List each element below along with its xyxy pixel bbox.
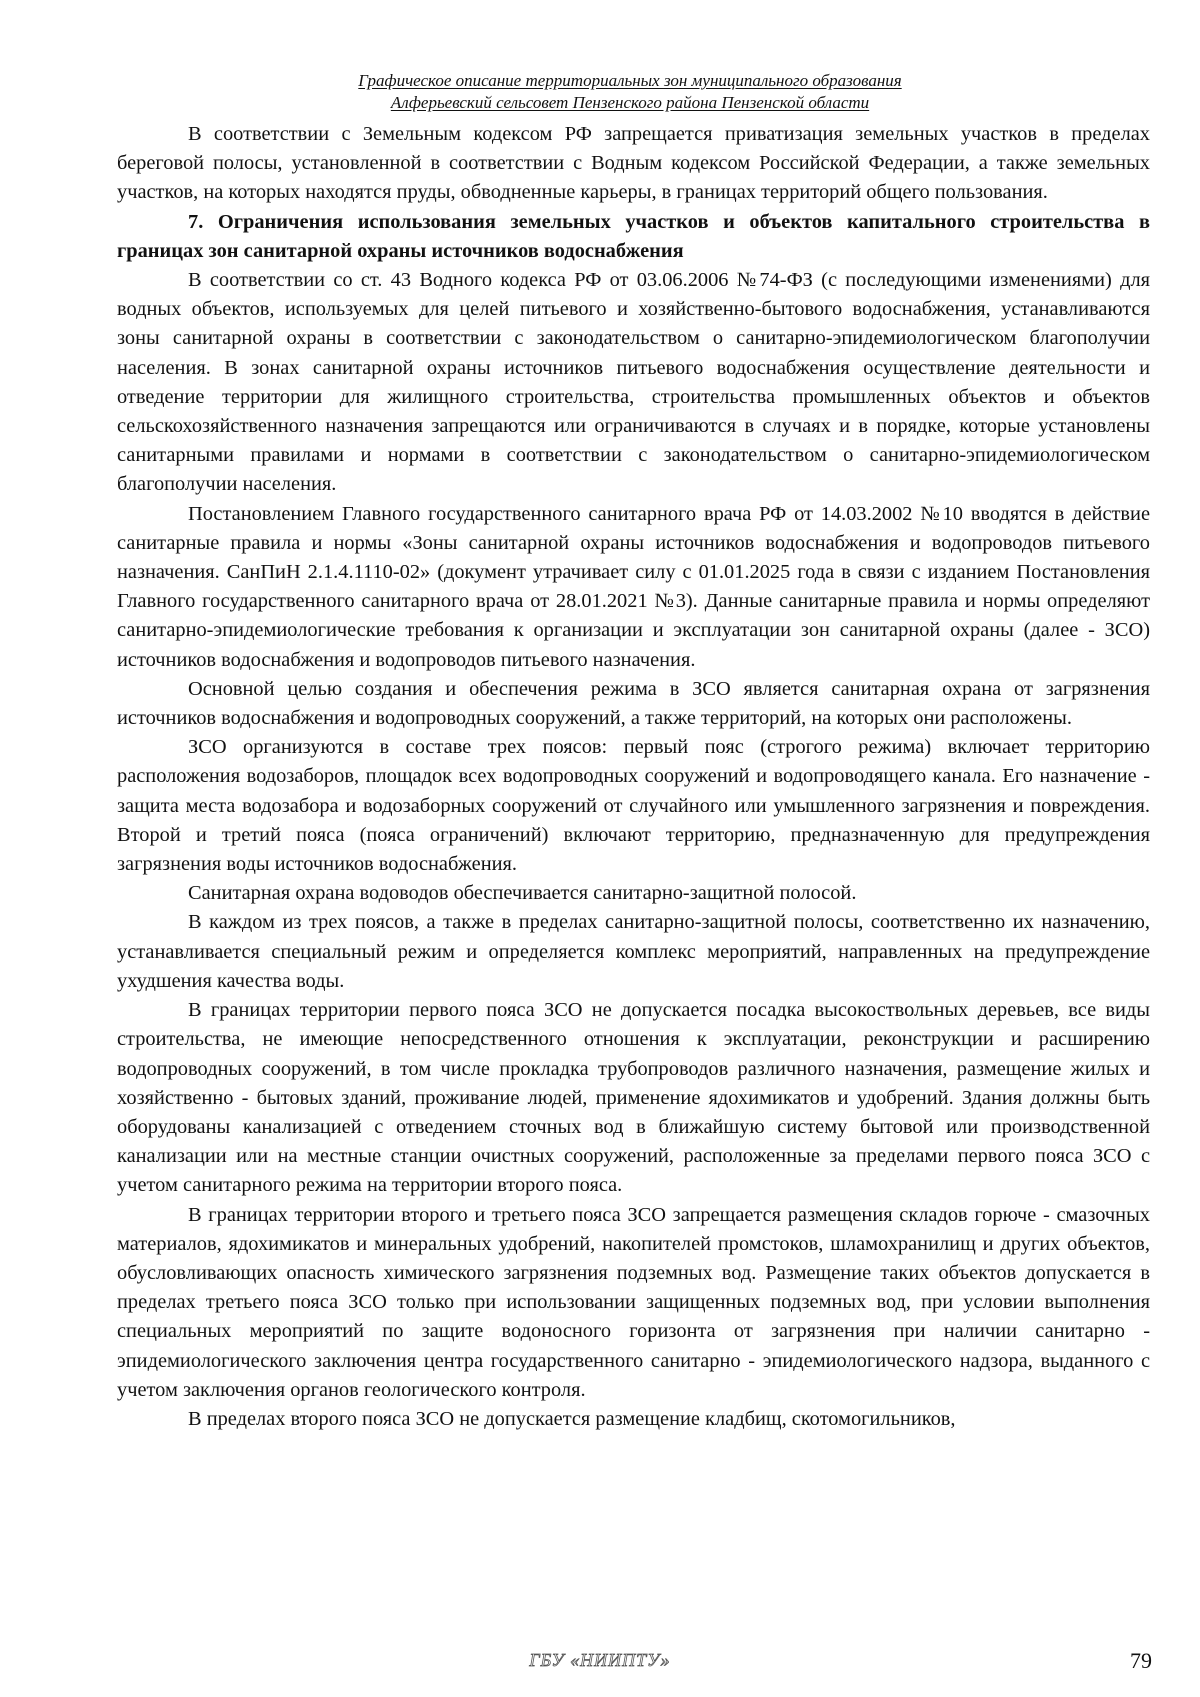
paragraph: ЗСО организуются в составе трех поясов: первый пояс (строгого режима) включает территорию расположения водозаборов, площадок всех водопроводных сооружений и водопроводящего канала. Его назначение - защита места водозабора и водозаборных сооружений от случайного или умышленного загрязнения и повреждения. Второй и третий пояса (пояса ограничений) включают территорию, предназначенную для предупреждения загрязнения воды источников водоснабжения. <box>117 736 1150 876</box>
header-line-2: Алферьевский сельсовет Пензенского района Пензенской области <box>390 93 870 112</box>
paragraph: В пределах второго пояса ЗСО не допускается размещение кладбищ, скотомогильников, <box>188 1407 956 1430</box>
page-header <box>110 70 1150 114</box>
paragraph: Санитарная охрана водоводов обеспечивается санитарно-защитной полосой. <box>188 882 857 905</box>
section-heading: 7. Ограничения использования земельных участков и объектов капитального строительства в границах зон санитарной охраны источников водоснабжения <box>117 210 1150 262</box>
footer-organization: ГБУ «НИИПТУ» <box>529 1650 671 1670</box>
page-number: 79 <box>1130 1648 1152 1673</box>
page-footer <box>0 1648 1200 1678</box>
paragraph: Основной целью создания и обеспечения режима в ЗСО является санитарная охрана от загрязнения источников водоснабжения и водопроводных сооружений, а также территорий, на которых они расположены. <box>117 677 1150 730</box>
paragraph: В соответствии со ст. 43 Водного кодекса РФ от 03.06.2006 №74-ФЗ (с последующими изменениями) для водных объектов, используемых для целей питьевого и хозяйственно-бытового водоснабжения, устанавливаются зоны санитарной охраны в соответствии с законодательством о санитарно-эпидемиологическом благополучии населения. В зонах санитарной охраны источников питьевого водоснабжения осуществление деятельности и отведение территории для жилищного строительства, строительства промышленных объектов и объектов сельскохозяйственного назначения запрещаются или ограничиваются в случаях и в порядке, которые установлены санитарными правилами и нормами в соответствии с законодательством о санитарно-эпидемиологическом благополучии населения. <box>117 269 1150 496</box>
paragraph: В границах территории первого пояса ЗСО не допускается посадка высокоствольных деревьев, все виды строительства, не имеющие непосредственного отношения к эксплуатации, реконструкции и расширению водопроводных сооружений, в том числе прокладка трубопроводов различного назначения, размещение жилых и хозяйственно - бытовых зданий, проживание людей, применение ядохимикатов и удобрений. Здания должны быть оборудованы канализацией с отведением сточных вод в ближайшую систему бытовой или производственной канализации или на местные станции очистных сооружений, расположенные за пределами первого пояса ЗСО с учетом санитарного режима на территории второго пояса. <box>117 999 1150 1197</box>
header-line-1: Графическое описание территориальных зон муниципального образования <box>358 71 902 90</box>
paragraph: В соответствии с Земельным кодексом РФ запрещается приватизация земельных участков в пределах береговой полосы, установленной в соответствии с Водным кодексом Российской Федерации, а также земельных участков, на которых находятся пруды, обводненные карьеры, в границах территорий общего пользования. <box>117 123 1150 204</box>
document-body <box>117 120 1150 1434</box>
paragraph: В каждом из трех поясов, а также в пределах санитарно-защитной полосы, соответственно их назначению, устанавливается специальный режим и определяется комплекс мероприятий, направленных на предупреждение ухудшения качества воды. <box>117 911 1150 992</box>
paragraph: В границах территории второго и третьего пояса ЗСО запрещается размещения складов горюче - смазочных материалов, ядохимикатов и минеральных удобрений, накопителей промстоков, шламохранилищ и других объектов, обусловливающих опасность химического загрязнения подземных вод. Размещение таких объектов допускается в пределах третьего пояса ЗСО только при использовании защищенных подземных вод, при условии выполнения специальных мероприятий по защите водоносного горизонта от загрязнения при наличии санитарно - эпидемиологического заключения центра государственного санитарно - эпидемиологического надзора, выданного с учетом заключения органов геологического контроля. <box>117 1203 1150 1401</box>
paragraph: Постановлением Главного государственного санитарного врача РФ от 14.03.2002 №10 вводятся в действие санитарные правила и нормы «Зоны санитарной охраны источников водоснабжения и водопроводов питьевого назначения. СанПиН 2.1.4.1110-02» (документ утрачивает силу с 01.01.2025 года в связи с изданием Постановления Главного государственного санитарного врача от 28.01.2021 №3). Данные санитарные правила и нормы определяют санитарно-эпидемиологические требования к организации и эксплуатации зон санитарной охраны (далее - ЗСО) источников водоснабжения и водопроводов питьевого назначения. <box>117 502 1150 671</box>
